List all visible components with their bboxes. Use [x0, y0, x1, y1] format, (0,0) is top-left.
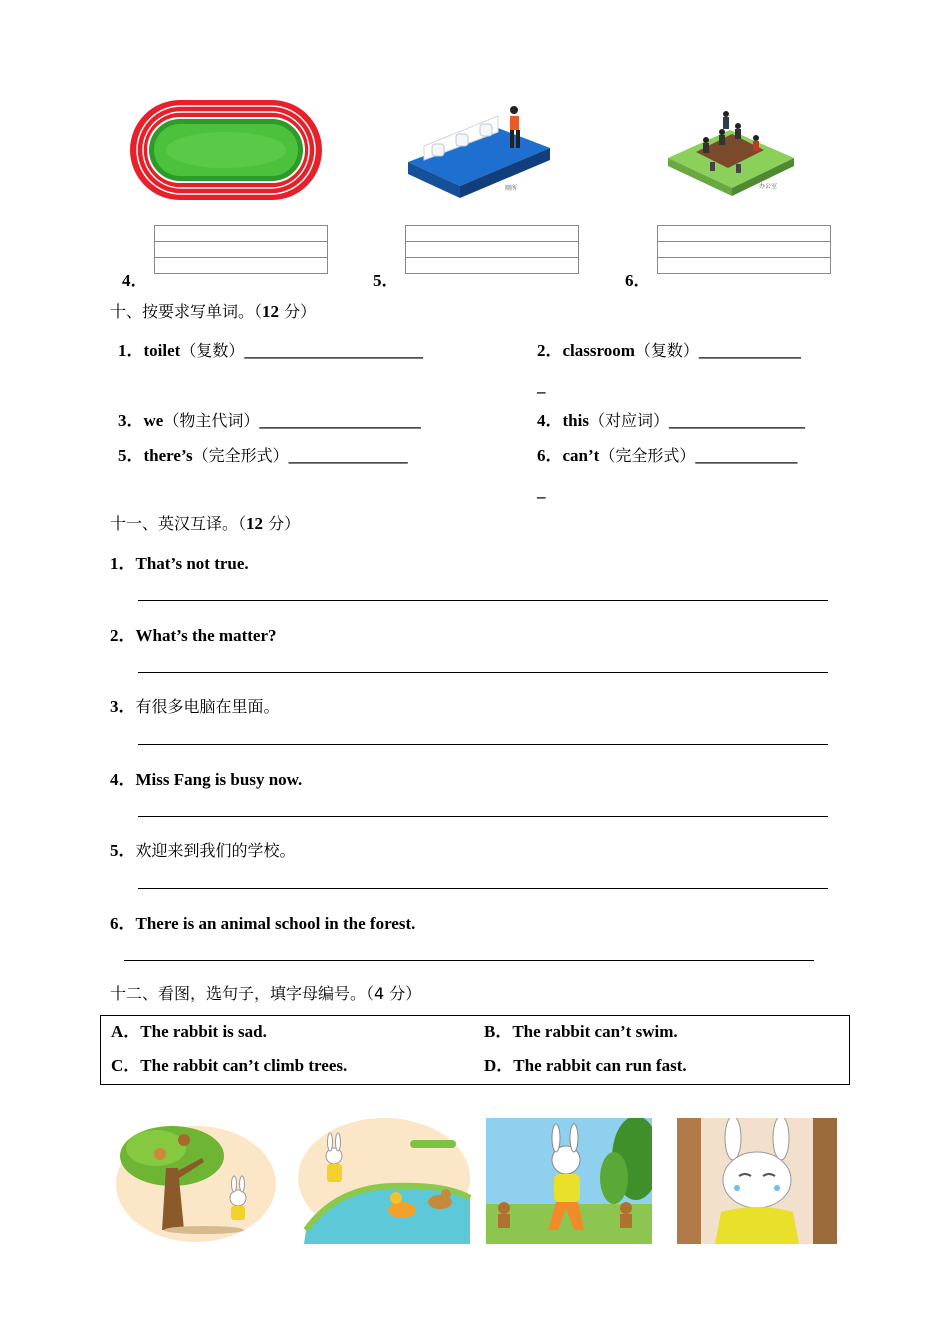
- s11-item-6: 6．There is an animal school in the forest.: [110, 914, 416, 933]
- s11-item-1: 1．That’s not true.: [110, 554, 249, 573]
- answer-lines-5[interactable]: [405, 225, 579, 274]
- section-10-title: 十、按要求写单词。（12 分）: [110, 302, 317, 321]
- answer-label-5: 5．: [373, 271, 399, 290]
- running-track-picture: [128, 98, 324, 202]
- s11-item-2: 2．What’s the matter?: [110, 626, 277, 645]
- s10-item-1: 1．toilet（复数）_____________________: [118, 341, 423, 360]
- s10-item-4: 4．this（对应词）________________: [537, 411, 805, 430]
- answer-blank[interactable]: ______________: [288, 446, 408, 465]
- s10-item-2-overflow: _: [537, 376, 546, 395]
- answer-blank[interactable]: ___________________: [259, 411, 421, 430]
- answer-lines-6[interactable]: [657, 225, 831, 274]
- option-d: D．The rabbit can run fast.: [484, 1056, 687, 1075]
- office-caption: 办公室: [759, 183, 778, 190]
- option-b: B．The rabbit can’t swim.: [484, 1022, 678, 1041]
- answer-line[interactable]: [138, 600, 828, 601]
- rabbit-by-pond-picture: [296, 1118, 472, 1244]
- s10-item-5: 5．there’s（完全形式）______________: [118, 446, 408, 465]
- answer-blank[interactable]: _____________________: [244, 341, 423, 360]
- answer-line[interactable]: [138, 744, 828, 745]
- answer-label-4: 4．: [122, 271, 148, 290]
- option-c: C．The rabbit can’t climb trees.: [111, 1056, 348, 1075]
- answer-line[interactable]: [124, 960, 814, 961]
- restroom-picture: [406, 98, 552, 202]
- rabbit-under-tree-picture: [112, 1118, 276, 1244]
- s10-item-6-overflow: _: [537, 481, 546, 500]
- answer-blank[interactable]: ________________: [668, 411, 805, 430]
- section-11-title: 十一、英汉互译。（12 分）: [110, 514, 301, 533]
- s11-item-4: 4．Miss Fang is busy now.: [110, 770, 303, 789]
- answer-line[interactable]: [138, 816, 828, 817]
- rabbit-running-picture: [486, 1118, 652, 1244]
- answer-line[interactable]: [138, 672, 828, 673]
- s10-item-2: 2．classroom（复数）____________: [537, 341, 801, 360]
- s11-item-3: 3．有很多电脑在里面。: [110, 697, 280, 716]
- answer-blank[interactable]: ____________: [695, 446, 798, 465]
- answer-label-6: 6．: [625, 271, 651, 290]
- s10-item-6: 6．can’t（完全形式）____________: [537, 446, 798, 465]
- option-a: A．The rabbit is sad.: [111, 1022, 267, 1041]
- s10-item-3: 3．we（物主代词）___________________: [118, 411, 421, 430]
- section-12-title: 十二、看图，选句子，填字母编号。（4 分）: [110, 984, 422, 1003]
- s11-item-5: 5．欢迎来到我们的学校。: [110, 841, 296, 860]
- answer-blank[interactable]: ____________: [698, 341, 801, 360]
- rabbit-crying-picture: [677, 1118, 837, 1244]
- answer-lines-4[interactable]: [154, 225, 328, 274]
- answer-line[interactable]: [138, 888, 828, 889]
- restroom-caption: 厕所: [505, 185, 518, 192]
